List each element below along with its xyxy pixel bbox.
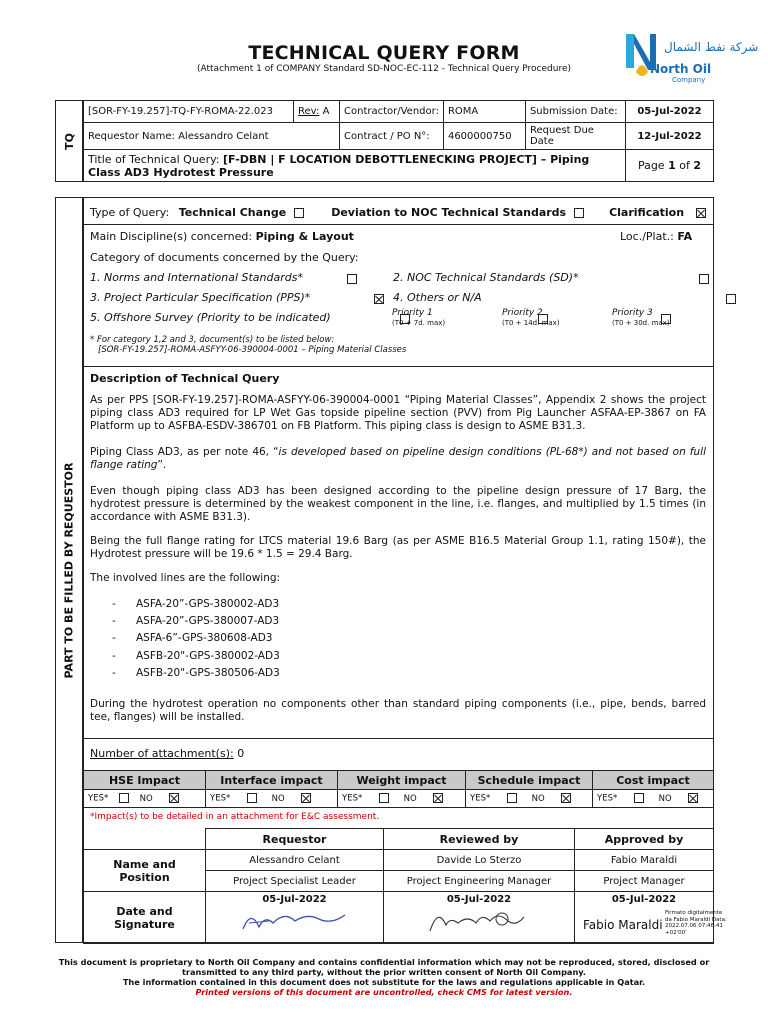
type-technical-change-checkbox[interactable] [294, 208, 304, 218]
interface-impact-header: Interface impact [206, 771, 338, 790]
weight-impact-choice: YES* NO [338, 790, 466, 808]
impact-note: *Impact(s) to be detailed in an attachment for E&C assessment. [90, 812, 380, 822]
footer-line-4: Printed versions of this document are uncontrolled, check CMS for latest version. [195, 987, 573, 997]
approver-position: Project Manager [575, 871, 714, 892]
cost-impact-header: Cost impact [593, 771, 714, 790]
date-signature-label: Date and Signature [84, 892, 206, 944]
form-title: TECHNICAL QUERY FORM [248, 42, 520, 64]
schedule-no-checkbox[interactable] [561, 793, 571, 803]
cat-2: 2. NOC Technical Standards (SD)* [393, 271, 579, 284]
requestor-signature: 05-Jul-2022 [206, 892, 384, 944]
cost-impact-choice: YES* NO [593, 790, 714, 808]
cat-1-checkbox[interactable] [347, 274, 357, 284]
type-deviation-checkbox[interactable] [574, 208, 584, 218]
cat-2-checkbox[interactable] [699, 274, 709, 284]
hse-no-checkbox[interactable] [169, 793, 179, 803]
footer-line-1: This document is proprietary to North Oil Company and contains confidential information which may not be reproduced, stored, disclosed or [58, 957, 710, 967]
cat-3-checkbox[interactable] [374, 294, 384, 304]
tq-contract-label: Contract / PO N°: [340, 123, 444, 150]
cat-1: 1. Norms and International Standards* [90, 271, 303, 284]
priority-1: Priority 1 (T0 + 7d. max) [392, 308, 446, 327]
list-item: - ASFB-20"-GPS-380506-AD3 [112, 666, 280, 679]
priority-3: Priority 3 (T0 + 30d. max) [612, 308, 670, 327]
lines-list [112, 596, 280, 682]
north-oil-logo [622, 28, 759, 86]
list-item: - ASFA-20”-GPS-380002-AD3 [112, 598, 280, 610]
para-2: Piping Class AD3, as per note 46, “is developed based on pipeline design conditions (PL-68*) and not based on full flange rating”. [90, 446, 706, 471]
weight-yes-checkbox[interactable] [379, 793, 389, 803]
tq-title: Title of Technical Query: [F-DBN | F LOCATION DEBOTTLENECKING PROJECT] – Piping Class AD3 Hydrotest Pressure [84, 150, 626, 182]
tq-contract: 4600000750 [443, 123, 525, 150]
location: Loc./Plat.: FA [620, 230, 693, 243]
list-item: - ASFA-20”-GPS-380007-AD3 [112, 615, 280, 628]
interface-impact-choice: YES* NO [206, 790, 338, 808]
reviewed-col-header: Reviewed by [384, 829, 575, 850]
footer-line-2: transmitted to any third party, without the prior written consent of North Oil Company. [182, 967, 586, 977]
requestor-position: Project Specialist Leader [206, 871, 384, 892]
name-position-label: Name and Position [84, 850, 206, 892]
cat-5: 5. Offshore Survey (Priority to be indicated) [90, 311, 331, 324]
reviewer-signature-image [424, 905, 534, 935]
tq-page: Page 1 of 2 [625, 150, 713, 182]
approver-signature: 05-Jul-2022 Fabio Maraldi Firmato digitalmente da Fabio Maraldi Data: 2022.07.06 07:46:41 +02'00' [575, 892, 714, 944]
para-4: Being the full flange rating for LTCS material 19.6 Barg (as per ASME B16.5 Material Group 1.1, rating 150#), the Hydrotest pressure will be 19.6 * 1.5 = 29.4 Barg. [90, 535, 706, 560]
logo-line2: Company [672, 76, 706, 84]
tq-contractor-label: Contractor/Vendor: [340, 101, 444, 123]
schedule-impact-choice: YES* NO [466, 790, 593, 808]
cost-no-checkbox[interactable] [688, 793, 698, 803]
tq-contractor: ROMA [443, 101, 525, 123]
impact-table [83, 770, 714, 808]
requestor-signature-image [235, 905, 355, 935]
tq-doc-no: [SOR-FY-19.257]-TQ-FY-ROMA-22.023 [84, 101, 294, 123]
approver-name: Fabio Maraldi [575, 850, 714, 871]
tq-submission-label: Submission Date: [525, 101, 625, 123]
para-5: The involved lines are the following: [90, 572, 281, 584]
para-6: During the hydrotest operation no components other than standard piping components (i.e., pipe, bends, barred tee, flanges) will be installed. [90, 698, 706, 723]
hse-impact-choice: YES* NO [84, 790, 206, 808]
para-3: Even though piping class AD3 has been designed according to the pipeline design pressure of 17 Barg, the hydrotest pressure is determined by the weakest component in the line, i.e. flanges, and multiplied by 1.5 times (in accordance with ASME B31.3). [90, 485, 706, 523]
tq-rev: Rev: A [294, 101, 340, 123]
note-2: [SOR-FY-19.257]-ROMA-ASFYY-06-390004-0001 – Piping Material Classes [98, 345, 407, 355]
digital-signature-text: Firmato digitalmente da Fabio Maraldi Data: 2022.07.06 07:46:41 +02'00' [665, 910, 727, 936]
cost-yes-checkbox[interactable] [634, 793, 644, 803]
desc-title: Description of Technical Query [90, 372, 280, 385]
schedule-impact-header: Schedule impact [466, 771, 593, 790]
discipline: Main Discipline(s) concerned: Piping & Layout [90, 230, 354, 243]
requestor-section [83, 197, 727, 943]
interface-no-checkbox[interactable] [301, 793, 311, 803]
priority-2: Priority 2 (T0 + 14d. max) [502, 308, 560, 327]
note-1: * For category 1,2 and 3, document(s) to be listed below: [90, 335, 335, 345]
logo-arabic: شركة نفط الشمال [664, 40, 759, 54]
schedule-yes-checkbox[interactable] [507, 793, 517, 803]
type-clarification-checkbox[interactable] [696, 208, 706, 218]
attachments: Number of attachment(s): 0 [90, 747, 245, 760]
form-subtitle: (Attachment 1 of COMPANY Standard SD-NOC-EC-112 - Technical Query Procedure) [196, 64, 572, 74]
tq-due-label: Request Due Date [525, 123, 625, 150]
weight-no-checkbox[interactable] [433, 793, 443, 803]
signature-table [83, 828, 727, 944]
tq-requestor: Requestor Name: Alessandro Celant [84, 123, 340, 150]
type-of-query: Type of Query: Technical Change Deviation to NOC Technical Standards Clarification [90, 206, 706, 219]
list-item: - ASFB-20"-GPS-380002-AD3 [112, 649, 280, 662]
tq-side-label: TQ [55, 100, 83, 182]
logo-line1: North Oil [650, 62, 712, 76]
reviewer-position: Project Engineering Manager [384, 871, 575, 892]
interface-yes-checkbox[interactable] [247, 793, 257, 803]
footer-line-3: The information contained in this document does not substitute for the laws and regulations applicable in Qatar. [122, 977, 646, 987]
requestor-side-label: PART TO BE FILLED BY REQUESTOR [55, 197, 83, 943]
tq-due-date: 12-Jul-2022 [625, 123, 713, 150]
cat-3: 3. Project Particular Specification (PPS)* [90, 291, 311, 304]
cat-4: 4. Others or N/A [393, 291, 482, 304]
hse-yes-checkbox[interactable] [119, 793, 129, 803]
category-label: Category of documents concerned by the Query: [90, 251, 359, 264]
list-item: - ASFA-6”-GPS-380608-AD3 [112, 632, 273, 645]
requestor-col-header: Requestor [206, 829, 384, 850]
weight-impact-header: Weight impact [338, 771, 466, 790]
approver-signature-name: Fabio Maraldi [583, 918, 663, 932]
reviewer-signature: 05-Jul-2022 [384, 892, 575, 944]
tq-header-table [83, 100, 714, 182]
para-1: As per PPS [SOR-FY-19.257]-ROMA-ASFYY-06-390004-0001 “Piping Material Classes”, Appendix 2 shows the project piping class AD3 required for LP Wet Gas topside pipeline section (PVV) from Pig Launcher ASFAA-EP-3867 on FA Platform up to ASFBA-ESDV-386701 on FB Platform. This piping class is design to ASME B31.3. [90, 394, 706, 432]
requestor-name: Alessandro Celant [206, 850, 384, 871]
tq-submission-date: 05-Jul-2022 [625, 101, 713, 123]
approved-col-header: Approved by [575, 829, 714, 850]
cat-4-checkbox[interactable] [726, 294, 736, 304]
reviewer-name: Davide Lo Sterzo [384, 850, 575, 871]
hse-impact-header: HSE Impact [84, 771, 206, 790]
